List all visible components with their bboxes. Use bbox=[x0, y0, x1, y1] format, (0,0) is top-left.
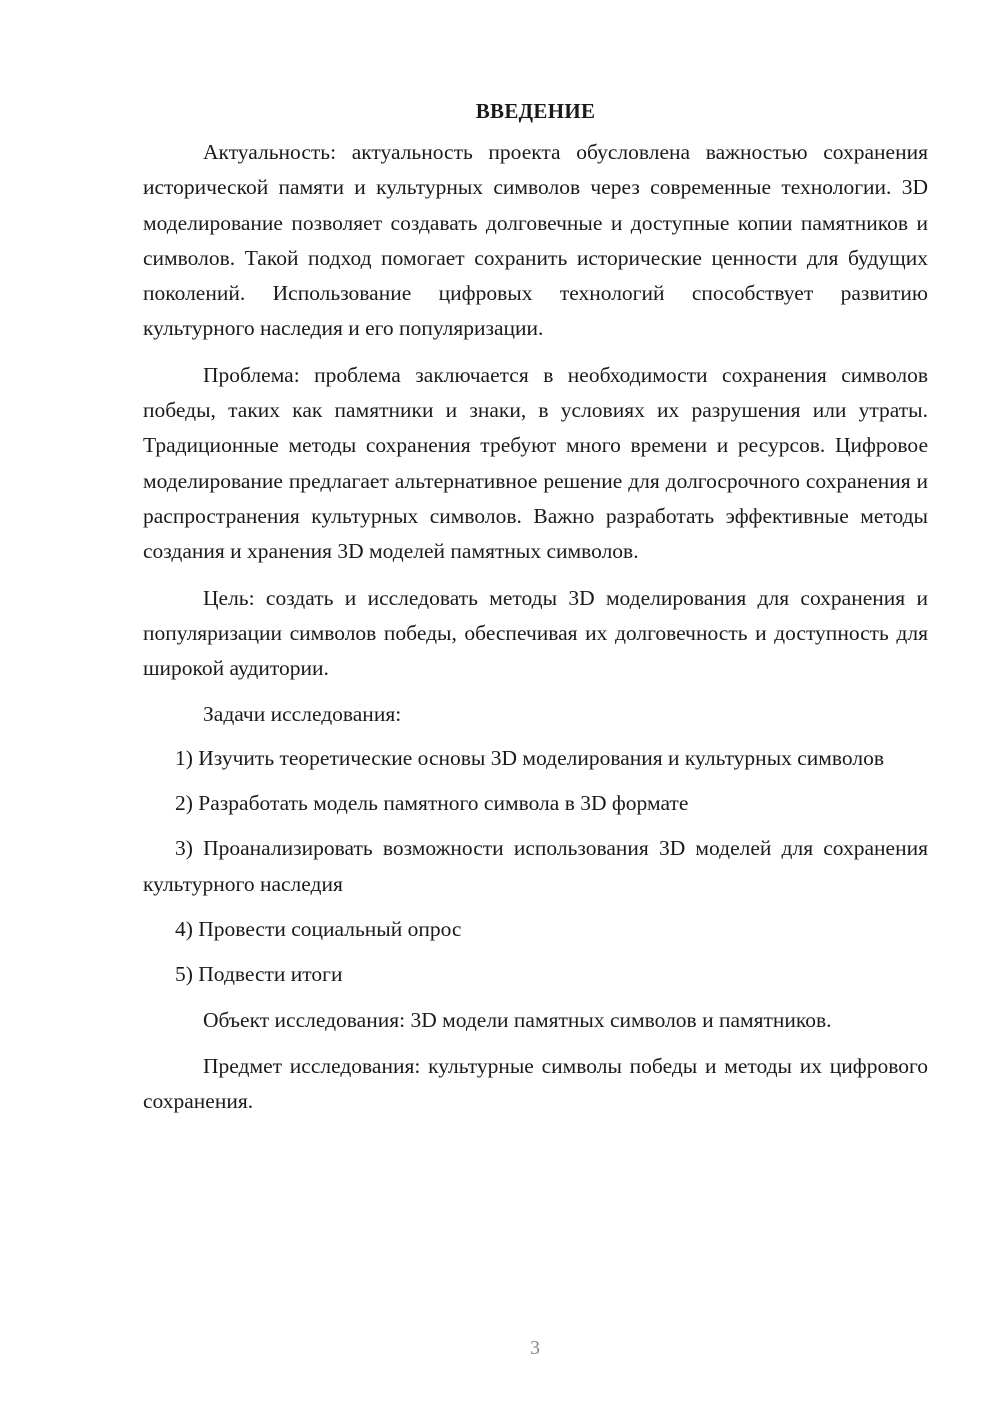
object-paragraph: Объект исследования: 3D модели памятных символов и памятников. bbox=[203, 1007, 832, 1032]
relevance-paragraph: Актуальность: актуальность проекта обусловлена важностью сохранения исторической памяти и культурных символов через современные технологии. 3D моделирование позволяет создавать долговечные и доступные копии памятников и символов. Такой подход помогает сохранить исторические ценности для будущих поколений. Использование цифровых технологий способствует развитию культурного наследия и его популяризации. bbox=[143, 140, 928, 341]
subject-paragraph: Предмет исследования: культурные символы победы и методы их цифрового сохранения. bbox=[143, 1053, 928, 1114]
task-item-1: 1) Изучить теоретические основы 3D моделирования и культурных символов bbox=[175, 745, 885, 770]
tasks-heading: Задачи исследования: bbox=[203, 702, 402, 727]
task-item-3: 3) Проанализировать возможности использования 3D моделей для сохранения культурного наследия bbox=[143, 836, 928, 896]
task-item-4: 4) Провести социальный опрос bbox=[175, 916, 462, 941]
task-item-5: 5) Подвести итоги bbox=[175, 962, 343, 987]
document-body bbox=[143, 96, 928, 1130]
section-title: ВВЕДЕНИЕ bbox=[475, 99, 596, 123]
problem-paragraph: Проблема: проблема заключается в необходимости сохранения символов победы, таких как памятники и знаки, в условиях их разрушения или утраты. Традиционные методы сохранения требуют много времени и ресурсов. Цифровое моделирование предлагает альтернативное решение для долгосрочного сохранения и распространения культурных символов. Важно разработать эффективные методы создания и хранения 3D моделей памятных символов. bbox=[143, 362, 928, 564]
task-item-2: 2) Разработать модель памятного символа в 3D формате bbox=[175, 791, 689, 816]
goal-paragraph: Цель: создать и исследовать методы 3D моделирования для сохранения и популяризации символов победы, обеспечивая их долговечность и доступность для широкой аудитории. bbox=[143, 585, 928, 681]
page-number: 3 bbox=[530, 1337, 540, 1359]
